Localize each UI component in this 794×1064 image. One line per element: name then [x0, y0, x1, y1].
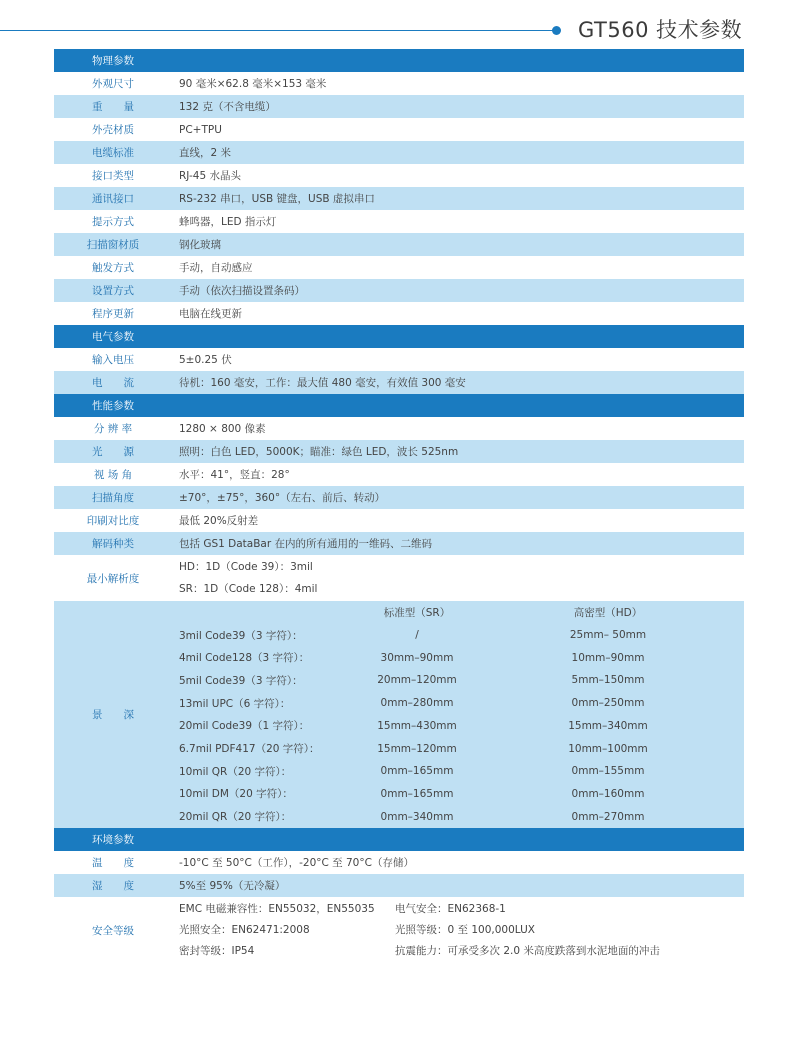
spec-label: 触发方式	[92, 262, 134, 274]
depth-of-field-block	[54, 601, 744, 828]
spec-value: 132 克（不含电缆）	[179, 101, 276, 113]
safety-line	[179, 920, 660, 941]
spec-value: 手动（依次扫描设置条码）	[179, 285, 305, 297]
spec-label: 提示方式	[92, 216, 134, 228]
spec-label: 光 源	[92, 446, 134, 458]
spec-label: 外壳材质	[92, 124, 134, 136]
spec-value: 照明：白色 LED，5000K；瞄准：绿色 LED，波长 525nm	[179, 446, 459, 458]
spec-label: 重 量	[92, 101, 134, 113]
spec-label: 外观尺寸	[92, 78, 134, 90]
safety-lines	[172, 899, 660, 962]
spec-value: PC+TPU	[179, 123, 222, 136]
spec-label: 扫描窗材质	[86, 239, 140, 251]
spec-value: 5%至 95%（无冷凝）	[179, 880, 286, 892]
dof-cell: 0mm–155mm	[571, 765, 645, 778]
dof-cell: 20mil QR（20 字符）：	[179, 811, 292, 824]
spec-row	[54, 164, 744, 187]
header-dot	[552, 26, 561, 35]
spec-value: 1280 × 800 像素	[179, 423, 266, 435]
electrical-header	[54, 325, 744, 348]
spec-row	[54, 118, 744, 141]
depth-of-field-table	[172, 601, 741, 828]
spec-label: 设置方式	[92, 285, 134, 297]
dof-cell: 10mil DM（20 字符）：	[179, 788, 293, 801]
spec-value: 5±0.25 伏	[179, 354, 232, 366]
dof-cell: 0mm–340mm	[380, 810, 454, 823]
section-title: 物理参数	[92, 55, 134, 67]
dof-cell: 30mm–90mm	[380, 651, 454, 664]
safety-item: 光照安全：EN62471:2008	[179, 923, 310, 936]
dof-cell: 3mil Code39（3 字符）：	[179, 629, 303, 642]
dof-cell: 6.7mil PDF417（20 字符）：	[179, 743, 320, 756]
spec-value: 手动，自动感应	[179, 262, 253, 274]
dof-cell: 4mil Code128（3 字符）：	[179, 652, 310, 665]
safety-item: 密封等级：IP54	[179, 944, 255, 957]
spec-label: 程序更新	[92, 308, 134, 320]
spec-value: 蜂鸣器，LED 指示灯	[179, 216, 277, 228]
dof-row	[179, 760, 741, 783]
dof-header-cell: 标准型（SR）	[383, 606, 451, 619]
spec-label: 湿 度	[92, 880, 134, 892]
safety-item: 光照等级：0 至 100,000LUX	[395, 923, 535, 936]
dof-cell: 10mm–90mm	[571, 651, 645, 664]
spec-value: 钢化玻璃	[179, 239, 221, 251]
spec-value: RS-232 串口，USB 键盘，USB 虚拟串口	[179, 193, 375, 205]
safety-block	[54, 897, 744, 963]
safety-line	[179, 941, 660, 962]
dof-cell: 0mm–280mm	[380, 697, 454, 710]
safety-item: 抗震能力：可承受多次 2.0 米高度跌落到水泥地面的冲击	[395, 944, 660, 957]
section-title: 电气参数	[92, 331, 134, 343]
section-title: 性能参数	[92, 400, 134, 412]
spec-row	[54, 279, 744, 302]
spec-value: ±70°，±75°，360°（左右、前后、转动）	[179, 492, 386, 504]
spec-row	[54, 417, 744, 440]
dof-row	[179, 692, 741, 715]
spec-value: 电脑在线更新	[179, 308, 242, 320]
min-resolution-lines	[172, 556, 317, 600]
spec-label: 分 辨 率	[93, 423, 133, 435]
dof-cell: 5mm–150mm	[571, 674, 645, 687]
min-resolution-line: HD：1D（Code 39）：3mil	[179, 561, 313, 573]
spec-label: 安全等级	[92, 924, 134, 937]
spec-label: 温 度	[92, 857, 134, 869]
dof-cell: 10mm–100mm	[568, 742, 648, 755]
dof-row	[179, 737, 741, 760]
safety-line	[179, 899, 660, 920]
spec-label: 印刷对比度	[86, 515, 140, 527]
spec-label: 接口类型	[92, 170, 134, 182]
dof-row	[179, 624, 741, 647]
dof-header-cell: 高密型（HD）	[573, 606, 643, 619]
spec-row	[54, 348, 744, 371]
spec-value: 直线，2 米	[179, 147, 232, 159]
spec-label: 解码种类	[92, 538, 134, 550]
spec-row	[54, 141, 744, 164]
dof-cell: /	[415, 629, 419, 642]
page-title: GT560 技术参数	[578, 18, 743, 42]
spec-value: -10°C 至 50°C（工作），-20°C 至 70°C（存储）	[179, 857, 414, 869]
dof-cell: 0mm–270mm	[571, 810, 645, 823]
spec-row	[54, 509, 744, 532]
dof-row	[179, 669, 741, 692]
dof-cell: 20mm–120mm	[377, 674, 457, 687]
spec-row	[54, 256, 744, 279]
spec-value: 水平：41°，竖直：28°	[179, 469, 290, 481]
spec-value: 包括 GS1 DataBar 在内的所有通用的一维码、二维码	[179, 538, 433, 550]
spec-label: 电缆标准	[92, 147, 134, 159]
dof-cell: 15mm–120mm	[377, 742, 457, 755]
safety-item: 电气安全：EN62368-1	[395, 902, 506, 915]
spec-label: 视 场 角	[93, 469, 133, 481]
spec-label: 电 流	[92, 377, 134, 389]
dof-row	[179, 715, 741, 738]
dof-cell: 15mm–430mm	[377, 719, 457, 732]
min-resolution-row	[54, 555, 744, 601]
spec-row	[54, 463, 744, 486]
dof-cell: 25mm– 50mm	[569, 629, 647, 642]
physical-header	[54, 49, 744, 72]
spec-row	[54, 874, 744, 897]
dof-cell: 20mil Code39（1 字符）：	[179, 720, 310, 733]
dof-cell: 10mil QR（20 字符）：	[179, 765, 292, 778]
spec-label: 扫描角度	[92, 492, 134, 504]
spec-label: 通讯接口	[92, 193, 134, 205]
spec-row	[54, 187, 744, 210]
dof-cell: 13mil UPC（6 字符）：	[179, 697, 291, 710]
section-title: 环境参数	[92, 834, 134, 846]
spec-value: RJ-45 水晶头	[179, 170, 242, 182]
spec-value: 最低 20%反射差	[179, 515, 259, 527]
safety-item: EMC 电磁兼容性：EN55032，EN55035	[179, 902, 375, 915]
dof-cell: 5mil Code39（3 字符）：	[179, 674, 303, 687]
spec-row	[54, 440, 744, 463]
min-resolution-line: SR：1D（Code 128）：4mil	[179, 583, 318, 595]
dof-row	[179, 805, 741, 828]
spec-row	[54, 371, 744, 394]
header-rule	[0, 30, 556, 31]
dof-header-row	[179, 601, 741, 624]
spec-row	[54, 233, 744, 256]
performance-header	[54, 394, 744, 417]
spec-row	[54, 851, 744, 874]
spec-row	[54, 486, 744, 509]
environment-header	[54, 828, 744, 851]
spec-label: 输入电压	[92, 354, 134, 366]
dof-cell: 15mm–340mm	[568, 719, 648, 732]
dof-cell: 0mm–165mm	[380, 787, 454, 800]
dof-cell: 0mm–165mm	[380, 765, 454, 778]
spec-label: 景 深	[92, 709, 134, 721]
spec-row	[54, 95, 744, 118]
dof-cell: 0mm–160mm	[571, 787, 645, 800]
spec-row	[54, 302, 744, 325]
spec-row	[54, 532, 744, 555]
dof-cell: 0mm–250mm	[571, 697, 645, 710]
spec-row	[54, 210, 744, 233]
spec-table	[54, 49, 744, 963]
dof-row	[179, 646, 741, 669]
spec-value: 90 毫米×62.8 毫米×153 毫米	[179, 78, 327, 90]
spec-label: 最小解析度	[86, 572, 140, 585]
spec-row	[54, 72, 744, 95]
dof-row	[179, 783, 741, 806]
spec-value: 待机：160 毫安，工作：最大值 480 毫安，有效值 300 毫安	[179, 377, 466, 389]
